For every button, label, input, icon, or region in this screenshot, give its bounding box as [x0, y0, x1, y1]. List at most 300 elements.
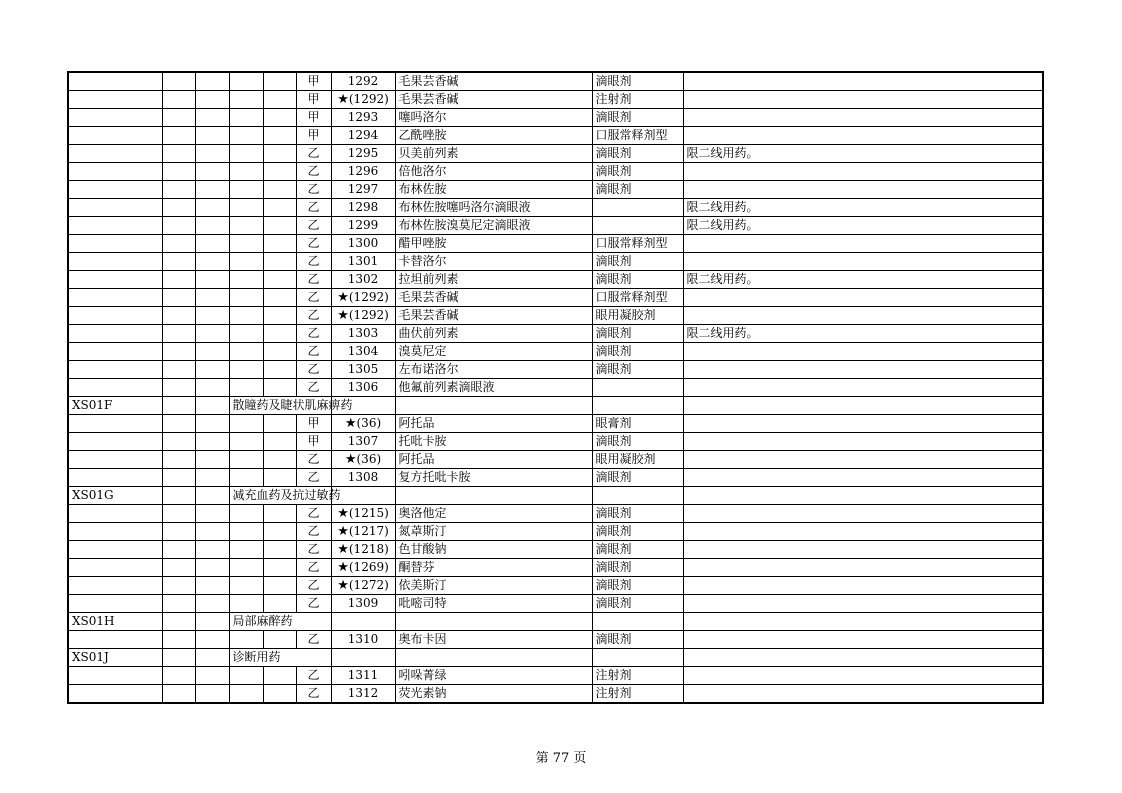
cell-remark	[683, 181, 1043, 199]
table-row	[68, 559, 1043, 577]
cell-number	[331, 163, 395, 181]
cell-empty	[195, 577, 229, 595]
cell-remark	[683, 685, 1043, 704]
cell-number	[331, 685, 395, 704]
cell-code	[68, 127, 162, 145]
drug-number: 1305	[347, 362, 379, 376]
cell-empty	[229, 325, 263, 343]
table-row	[68, 415, 1043, 433]
cell-empty	[395, 613, 592, 631]
drug-number: (1218)	[348, 542, 389, 556]
cell-empty	[195, 127, 229, 145]
cell-dosage-form: 滴眼剂	[592, 595, 683, 613]
cell-dosage-form: 滴眼剂	[592, 343, 683, 361]
cell-dosage-form: 滴眼剂	[592, 253, 683, 271]
drug-number: (1292)	[348, 92, 389, 106]
cell-empty	[162, 433, 195, 451]
table-row	[68, 127, 1043, 145]
cell-empty	[263, 361, 296, 379]
cell-code	[68, 667, 162, 685]
drug-number: 1301	[347, 254, 379, 268]
cell-number	[331, 523, 395, 541]
cell-empty	[195, 343, 229, 361]
cell-remark	[683, 109, 1043, 127]
table-row	[68, 235, 1043, 253]
cell-code	[68, 379, 162, 397]
cell-empty	[263, 307, 296, 325]
cell-code: XS01H	[68, 613, 162, 631]
cell-empty	[683, 649, 1043, 667]
drug-list-table	[67, 71, 1044, 704]
cell-remark	[683, 72, 1043, 91]
cell-drug-name: 阿托品	[395, 415, 592, 433]
table-row	[68, 72, 1043, 91]
cell-code	[68, 145, 162, 163]
cell-empty	[195, 163, 229, 181]
cell-empty	[162, 505, 195, 523]
cell-empty	[229, 415, 263, 433]
cell-remark	[683, 469, 1043, 487]
cell-drug-name: 布林佐胺溴莫尼定滴眼液	[395, 217, 592, 235]
cell-remark	[683, 559, 1043, 577]
cell-grade: 乙	[296, 145, 331, 163]
cell-empty	[162, 253, 195, 271]
drug-number: (1217)	[348, 524, 389, 538]
cell-empty	[229, 685, 263, 704]
drug-number: (1272)	[348, 578, 389, 592]
cell-code	[68, 163, 162, 181]
star-icon: ★	[337, 542, 349, 557]
cell-remark	[683, 235, 1043, 253]
cell-empty	[195, 72, 229, 91]
cell-empty	[195, 397, 229, 415]
cell-empty	[263, 253, 296, 271]
table-row	[68, 109, 1043, 127]
cell-code	[68, 271, 162, 289]
cell-dosage-form: 滴眼剂	[592, 559, 683, 577]
cell-empty	[162, 307, 195, 325]
table-row	[68, 199, 1043, 217]
cell-empty	[162, 451, 195, 469]
cell-remark: 限二线用药。	[683, 217, 1043, 235]
cell-code	[68, 235, 162, 253]
cell-drug-name: 依美斯汀	[395, 577, 592, 595]
cell-dosage-form	[592, 199, 683, 217]
star-icon: ★	[337, 524, 349, 539]
cell-number	[331, 127, 395, 145]
cell-code	[68, 253, 162, 271]
cell-empty	[229, 469, 263, 487]
cell-grade: 乙	[296, 217, 331, 235]
cell-empty	[229, 541, 263, 559]
cell-number	[331, 271, 395, 289]
cell-code	[68, 685, 162, 704]
cell-drug-name: 托吡卡胺	[395, 433, 592, 451]
drug-number: 1310	[347, 632, 379, 646]
cell-code	[68, 343, 162, 361]
cell-dosage-form: 滴眼剂	[592, 469, 683, 487]
table-row	[68, 91, 1043, 109]
drug-number: 1293	[347, 110, 379, 124]
cell-dosage-form: 滴眼剂	[592, 631, 683, 649]
cell-dosage-form: 注射剂	[592, 91, 683, 109]
cell-empty	[162, 469, 195, 487]
cell-grade: 乙	[296, 343, 331, 361]
cell-code	[68, 541, 162, 559]
cell-empty	[195, 451, 229, 469]
cell-empty	[162, 343, 195, 361]
cell-drug-name: 左布诺洛尔	[395, 361, 592, 379]
cell-empty	[195, 469, 229, 487]
cell-drug-name: 奥布卡因	[395, 631, 592, 649]
cell-grade: 乙	[296, 271, 331, 289]
cell-dosage-form: 滴眼剂	[592, 541, 683, 559]
cell-remark	[683, 289, 1043, 307]
cell-grade: 乙	[296, 631, 331, 649]
star-icon: ★	[337, 308, 349, 323]
cell-code	[68, 415, 162, 433]
table-row	[68, 667, 1043, 685]
drug-number: 1306	[347, 380, 379, 394]
cell-remark	[683, 595, 1043, 613]
cell-dosage-form	[592, 217, 683, 235]
cell-category: 诊断用药	[229, 649, 331, 667]
cell-code	[68, 72, 162, 91]
cell-number	[331, 451, 395, 469]
table-row	[68, 289, 1043, 307]
cell-remark	[683, 127, 1043, 145]
table-row	[68, 361, 1043, 379]
cell-empty	[395, 397, 592, 415]
cell-code	[68, 307, 162, 325]
cell-grade: 乙	[296, 379, 331, 397]
cell-dosage-form	[592, 379, 683, 397]
cell-grade: 乙	[296, 667, 331, 685]
cell-dosage-form: 滴眼剂	[592, 181, 683, 199]
cell-empty	[162, 199, 195, 217]
cell-empty	[162, 145, 195, 163]
drug-number: (1292)	[348, 290, 389, 304]
cell-dosage-form: 滴眼剂	[592, 72, 683, 91]
cell-number	[331, 235, 395, 253]
cell-number	[331, 559, 395, 577]
star-icon: ★	[337, 560, 349, 575]
cell-empty	[263, 631, 296, 649]
table-row	[68, 217, 1043, 235]
cell-grade: 乙	[296, 505, 331, 523]
cell-drug-name: 毛果芸香碱	[395, 91, 592, 109]
cell-code	[68, 433, 162, 451]
cell-empty	[263, 343, 296, 361]
cell-empty	[263, 469, 296, 487]
cell-code: XS01F	[68, 397, 162, 415]
cell-grade: 甲	[296, 91, 331, 109]
cell-remark	[683, 163, 1043, 181]
cell-grade: 乙	[296, 577, 331, 595]
cell-empty	[229, 343, 263, 361]
cell-empty	[263, 181, 296, 199]
cell-drug-name: 吡嘧司特	[395, 595, 592, 613]
table-row	[68, 541, 1043, 559]
cell-empty	[263, 379, 296, 397]
star-icon: ★	[337, 578, 349, 593]
cell-drug-name: 噻吗洛尔	[395, 109, 592, 127]
cell-remark	[683, 505, 1043, 523]
cell-empty	[162, 541, 195, 559]
cell-empty	[683, 397, 1043, 415]
cell-empty	[162, 613, 195, 631]
table-row	[68, 433, 1043, 451]
cell-code	[68, 469, 162, 487]
cell-empty	[195, 559, 229, 577]
drug-number: 1312	[347, 686, 379, 700]
cell-drug-name: 乙酰唑胺	[395, 127, 592, 145]
cell-drug-name: 他氟前列素滴眼液	[395, 379, 592, 397]
cell-empty	[592, 397, 683, 415]
cell-empty	[263, 415, 296, 433]
cell-grade: 乙	[296, 181, 331, 199]
cell-grade: 乙	[296, 523, 331, 541]
cell-dosage-form: 滴眼剂	[592, 577, 683, 595]
cell-empty	[229, 217, 263, 235]
cell-empty	[195, 181, 229, 199]
cell-empty	[195, 325, 229, 343]
cell-empty	[162, 271, 195, 289]
cell-remark	[683, 541, 1043, 559]
drug-number: 1309	[347, 596, 379, 610]
cell-drug-name: 贝美前列素	[395, 145, 592, 163]
cell-dosage-form: 滴眼剂	[592, 271, 683, 289]
table-row	[68, 469, 1043, 487]
cell-empty	[263, 127, 296, 145]
cell-empty	[263, 433, 296, 451]
cell-number	[331, 253, 395, 271]
cell-empty	[263, 145, 296, 163]
cell-drug-name: 布林佐胺噻吗洛尔滴眼液	[395, 199, 592, 217]
cell-number	[331, 325, 395, 343]
table-row	[68, 523, 1043, 541]
cell-number	[331, 181, 395, 199]
cell-empty	[229, 667, 263, 685]
drug-number: 1311	[347, 668, 379, 682]
cell-remark	[683, 91, 1043, 109]
cell-empty	[162, 72, 195, 91]
cell-code	[68, 631, 162, 649]
cell-code	[68, 523, 162, 541]
drug-number: (1292)	[348, 308, 389, 322]
cell-code: XS01G	[68, 487, 162, 505]
cell-dosage-form: 滴眼剂	[592, 145, 683, 163]
cell-drug-name: 醋甲唑胺	[395, 235, 592, 253]
cell-empty	[162, 577, 195, 595]
cell-code	[68, 181, 162, 199]
drug-number: 1297	[347, 182, 379, 196]
cell-empty	[263, 541, 296, 559]
cell-grade: 乙	[296, 253, 331, 271]
cell-number	[331, 379, 395, 397]
drug-number: 1302	[347, 272, 379, 286]
cell-empty	[195, 253, 229, 271]
cell-remark	[683, 631, 1043, 649]
cell-drug-name: 奥洛他定	[395, 505, 592, 523]
table-row	[68, 163, 1043, 181]
star-icon: ★	[344, 452, 357, 467]
cell-empty	[229, 433, 263, 451]
page-number: 第 77 页	[535, 751, 587, 766]
cell-code	[68, 505, 162, 523]
cell-grade: 乙	[296, 199, 331, 217]
cell-number	[331, 91, 395, 109]
cell-grade: 乙	[296, 325, 331, 343]
cell-empty	[229, 72, 263, 91]
cell-empty	[195, 433, 229, 451]
cell-empty	[592, 487, 683, 505]
cell-empty	[592, 649, 683, 667]
cell-empty	[195, 541, 229, 559]
cell-empty	[195, 487, 229, 505]
cell-empty	[263, 289, 296, 307]
cell-grade: 甲	[296, 72, 331, 91]
drug-number: 1304	[347, 344, 379, 358]
table-row	[68, 451, 1043, 469]
cell-empty	[162, 397, 195, 415]
cell-empty	[263, 199, 296, 217]
cell-number	[331, 667, 395, 685]
cell-empty	[195, 613, 229, 631]
cell-empty	[162, 667, 195, 685]
cell-empty	[395, 487, 592, 505]
cell-number	[331, 199, 395, 217]
cell-empty	[229, 595, 263, 613]
table-row	[68, 577, 1043, 595]
cell-drug-name: 毛果芸香碱	[395, 72, 592, 91]
cell-grade: 乙	[296, 163, 331, 181]
cell-empty	[263, 163, 296, 181]
cell-drug-name: 卡替洛尔	[395, 253, 592, 271]
cell-drug-name: 氮䓬斯汀	[395, 523, 592, 541]
cell-code	[68, 451, 162, 469]
star-icon: ★	[337, 290, 349, 305]
cell-empty	[229, 235, 263, 253]
cell-empty	[229, 199, 263, 217]
cell-number	[331, 343, 395, 361]
cell-remark	[683, 343, 1043, 361]
cell-empty	[263, 685, 296, 704]
cell-remark	[683, 307, 1043, 325]
cell-empty	[229, 271, 263, 289]
cell-empty	[162, 631, 195, 649]
cell-empty	[162, 181, 195, 199]
cell-remark	[683, 379, 1043, 397]
drug-number: 1295	[347, 146, 379, 160]
cell-empty	[229, 307, 263, 325]
drug-number: 1292	[347, 74, 379, 88]
cell-grade: 乙	[296, 595, 331, 613]
cell-empty	[263, 91, 296, 109]
cell-empty	[683, 487, 1043, 505]
star-icon: ★	[344, 416, 357, 431]
table-row	[68, 595, 1043, 613]
cell-empty	[229, 505, 263, 523]
cell-empty	[263, 577, 296, 595]
cell-number	[331, 577, 395, 595]
drug-number: 1298	[347, 200, 379, 214]
table-row	[68, 271, 1043, 289]
cell-empty	[162, 289, 195, 307]
cell-dosage-form: 滴眼剂	[592, 109, 683, 127]
cell-empty	[162, 325, 195, 343]
cell-empty	[263, 235, 296, 253]
table-row	[68, 307, 1043, 325]
cell-code	[68, 199, 162, 217]
cell-empty	[195, 235, 229, 253]
cell-empty	[229, 361, 263, 379]
cell-code	[68, 217, 162, 235]
table-row	[68, 253, 1043, 271]
cell-empty	[162, 487, 195, 505]
cell-empty	[263, 217, 296, 235]
cell-empty	[195, 199, 229, 217]
cell-grade: 乙	[296, 289, 331, 307]
cell-empty	[263, 523, 296, 541]
cell-number	[331, 217, 395, 235]
cell-remark: 限二线用药。	[683, 325, 1043, 343]
cell-empty	[195, 145, 229, 163]
cell-empty	[229, 289, 263, 307]
drug-number: 1294	[347, 128, 379, 142]
cell-drug-name: 色甘酸钠	[395, 541, 592, 559]
cell-grade: 乙	[296, 685, 331, 704]
cell-dosage-form: 眼膏剂	[592, 415, 683, 433]
cell-empty	[162, 595, 195, 613]
cell-empty	[162, 415, 195, 433]
cell-empty	[162, 523, 195, 541]
cell-code	[68, 109, 162, 127]
cell-empty	[229, 91, 263, 109]
category-header-row	[68, 649, 1043, 667]
cell-dosage-form: 注射剂	[592, 667, 683, 685]
cell-empty	[263, 505, 296, 523]
cell-drug-name: 拉坦前列素	[395, 271, 592, 289]
cell-empty	[162, 109, 195, 127]
table-body	[68, 72, 1043, 703]
cell-empty	[229, 577, 263, 595]
star-icon: ★	[337, 92, 349, 107]
star-icon: ★	[337, 506, 349, 521]
category-header-row	[68, 613, 1043, 631]
cell-empty	[195, 217, 229, 235]
cell-empty	[195, 505, 229, 523]
cell-category: 局部麻醉药	[229, 613, 331, 631]
cell-empty	[263, 559, 296, 577]
drug-number: (1215)	[348, 506, 389, 520]
cell-empty	[162, 379, 195, 397]
cell-empty	[195, 379, 229, 397]
cell-number	[331, 307, 395, 325]
cell-number	[331, 433, 395, 451]
cell-empty	[162, 649, 195, 667]
cell-grade: 乙	[296, 469, 331, 487]
cell-grade: 甲	[296, 433, 331, 451]
cell-number	[331, 289, 395, 307]
cell-dosage-form: 滴眼剂	[592, 325, 683, 343]
cell-empty	[331, 649, 395, 667]
cell-empty	[195, 271, 229, 289]
cell-code	[68, 559, 162, 577]
cell-dosage-form: 眼用凝胶剂	[592, 307, 683, 325]
cell-dosage-form: 注射剂	[592, 685, 683, 704]
drug-number: 1296	[347, 164, 379, 178]
